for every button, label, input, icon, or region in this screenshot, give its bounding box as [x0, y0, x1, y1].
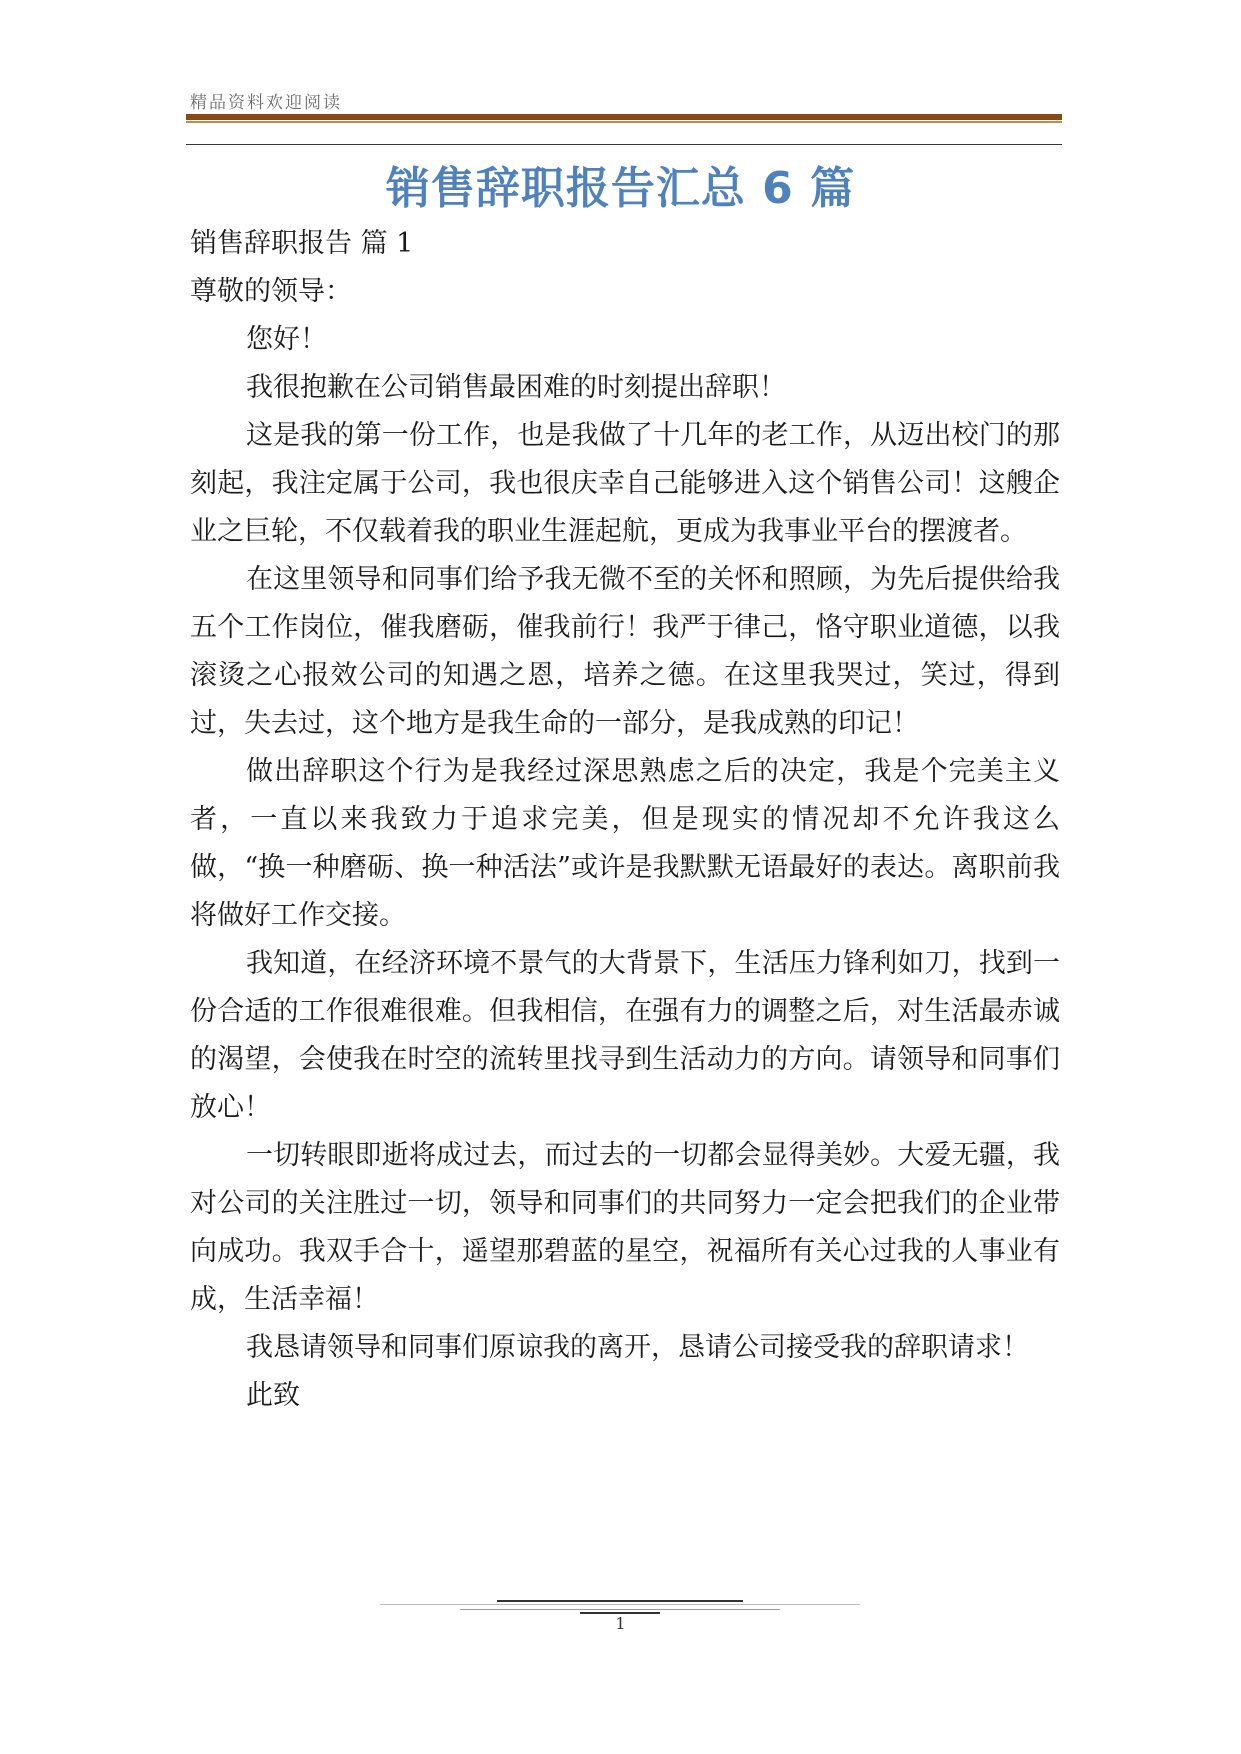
document-body: [190, 220, 1060, 1420]
paragraph-first-job: 这是我的第一份工作，也是我做了十几年的老工作，从迈出校门的那刻起，我注定属于公司，我也很庆幸自己能够进入这个销售公司！这艘企业之巨轮，不仅载着我的职业生涯起航，更成为我事业平台的摆渡者。: [190, 420, 1060, 547]
footer-rule-light: [460, 1609, 780, 1610]
paragraph-apology: 我很抱歉在公司销售最困难的时刻提出辞职！: [246, 372, 786, 403]
paragraph-greeting: 您好！: [246, 324, 327, 355]
paragraph-blessing: 一切转眼即逝将成过去，而过去的一切都会显得美妙。大爱无疆，我对公司的关注胜过一切，领导和同事们的共同努力一定会把我们的企业带向成功。我双手合十，遥望那碧蓝的星空，祝福所有关心过我的人事业有成，生活幸福！: [190, 1140, 1060, 1315]
header-text: 精品资料欢迎阅读: [190, 93, 342, 113]
document-title: 销售辞职报告汇总 6 篇: [385, 163, 856, 214]
page-number: 1: [615, 1614, 626, 1633]
paragraph-decision: 做出辞职这个行为是我经过深思熟虑之后的决定，我是个完美主义者，一直以来我致力于追求完美，但是现实的情况却不允许我这么做，“换一种磨砺、换一种活法”或许是我默默无语最好的表达。离职前我将做好工作交接。: [190, 756, 1060, 931]
section-heading: 销售辞职报告 篇 1: [190, 228, 414, 259]
footer-rule-dark: [497, 1600, 743, 1602]
paragraph-gratitude: 在这里领导和同事们给予我无微不至的关怀和照顾，为先后提供给我五个工作岗位，催我磨砺，催我前行！我严于律己，恪守职业道德，以我滚烫之心报效公司的知遇之恩，培养之德。在这里我哭过，笑过，得到过，失去过，这个地方是我生命的一部分，是我成熟的印记！: [190, 564, 1060, 739]
salutation: 尊敬的领导：: [190, 276, 352, 307]
header-rule-thin: [186, 144, 1062, 145]
paragraph-economy: 我知道，在经济环境不景气的大背景下，生活压力锋利如刀，找到一份合适的工作很难很难。但我相信，在强有力的调整之后，对生活最赤诚的渴望，会使我在时空的流转里找寻到生活动力的方向。请领导和同事们放心！: [190, 948, 1060, 1123]
header-rule-thick: [186, 114, 1062, 120]
paragraph-request: 我恳请领导和同事们原谅我的离开，恳请公司接受我的辞职请求！: [246, 1332, 1029, 1363]
paragraph-closing: 此致: [246, 1380, 300, 1411]
footer-rule: [380, 1604, 860, 1605]
header-rule-accent: [186, 121, 1062, 123]
